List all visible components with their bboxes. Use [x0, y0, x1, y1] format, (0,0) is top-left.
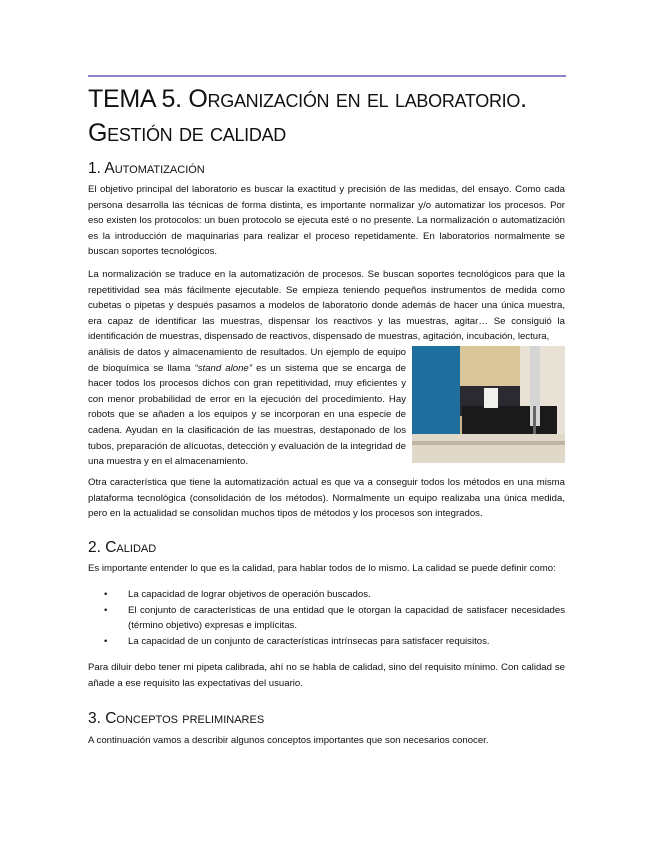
paragraph: La normalización se traduce en la automatización de procesos. Se buscan soportes tecnológicos para que la repetitividad sea más fácilmente ejecutable. Se empieza teniendo pequeños instrumentos de medida como cubetas o pipetas y después pasamos a modelos de laboratorio donde además de hacer una única muestra, era capaz de identificar las muestras, dispensar los reactivos y las muestras, agitar… Se consiguió la identificación de muestras, dispensado de reactivos, dispensado de muestras, agitación, incubación, lectura, — [88, 269, 565, 343]
list-item: • El conjunto de características de una entidad que le otorgan la capacidad de satisfacer necesidades (término objetivo) expresas e implícitas. — [128, 603, 565, 634]
title-rule — [88, 75, 566, 77]
paragraph — [88, 345, 406, 470]
section-heading-conceptos: 3. Conceptos preliminares — [88, 710, 265, 727]
paragraph-text: es un sistema que se encarga de hacer todos los procesos dichos con gran repetitividad, muy eficientes y con menor probabilidad de error en la ejecución del procedimiento. Hay robots que se añaden a los equipos y se incorporan en una especie de cadena. Ayudan en la clasificación de las muestras, destaponado de los tubos, preparación de alícuotas, detección y evaluación de la integridad de una muestra y en el almacenamiento. — [88, 362, 406, 468]
list-item: • La capacidad de lograr objetivos de operación buscados. — [128, 587, 565, 603]
paragraph: Para diluir debo tener mi pipeta calibrada, ahí no se habla de calidad, sino del requisito mínimo. Con calidad se añade a ese requisito las expectativas del usuario. — [88, 662, 565, 689]
section-heading-automatizacion: 1. Automatización — [88, 160, 205, 177]
emphasis-text: “stand alone” — [194, 362, 252, 374]
paragraph: Es importante entender lo que es la calidad, para hablar todos de lo mismo. La calidad se puede definir como: — [88, 563, 556, 574]
paragraph: A continuación vamos a describir algunos conceptos importantes que son necesarios conocer. — [88, 735, 489, 746]
paragraph: Otra característica que tiene la automatización actual es que va a conseguir todos los métodos en una misma plataforma tecnológica (consolidación de los métodos). Normalmente un equipo realizaba una única medida, pero en la actualidad se consolidan muchos tipos de métodos y los procesos son integrados. — [88, 477, 565, 520]
section-heading-calidad: 2. Calidad — [88, 539, 157, 556]
lab-equipment-photo — [412, 346, 565, 463]
list-item: • La capacidad de un conjunto de características intrínsecas para satisfacer requisitos. — [128, 634, 565, 650]
page-title: TEMA 5. Organización en el laboratorio. Gestión de calidad — [88, 85, 527, 147]
paragraph-text: análisis de datos y almacenamiento de resultados. Un ejemplo de equipo de bioquímica se llama — [88, 347, 406, 374]
paragraph: El objetivo principal del laboratorio es buscar la exactitud y precisión de las medidas, del ensayo. Como cada persona desarrolla las técnicas de forma distinta, es importante normalizar y/o automatizar los procesos. Por eso existen los protocolos: un buen protocolo se ejecuta esté o no presente. La normalización o automatización es la introducción de maquinarias para realizar el proceso repetidamente. En laboratorios normalmente se buscan soportes tecnológicos. — [88, 184, 565, 258]
bullet-list — [88, 587, 565, 649]
